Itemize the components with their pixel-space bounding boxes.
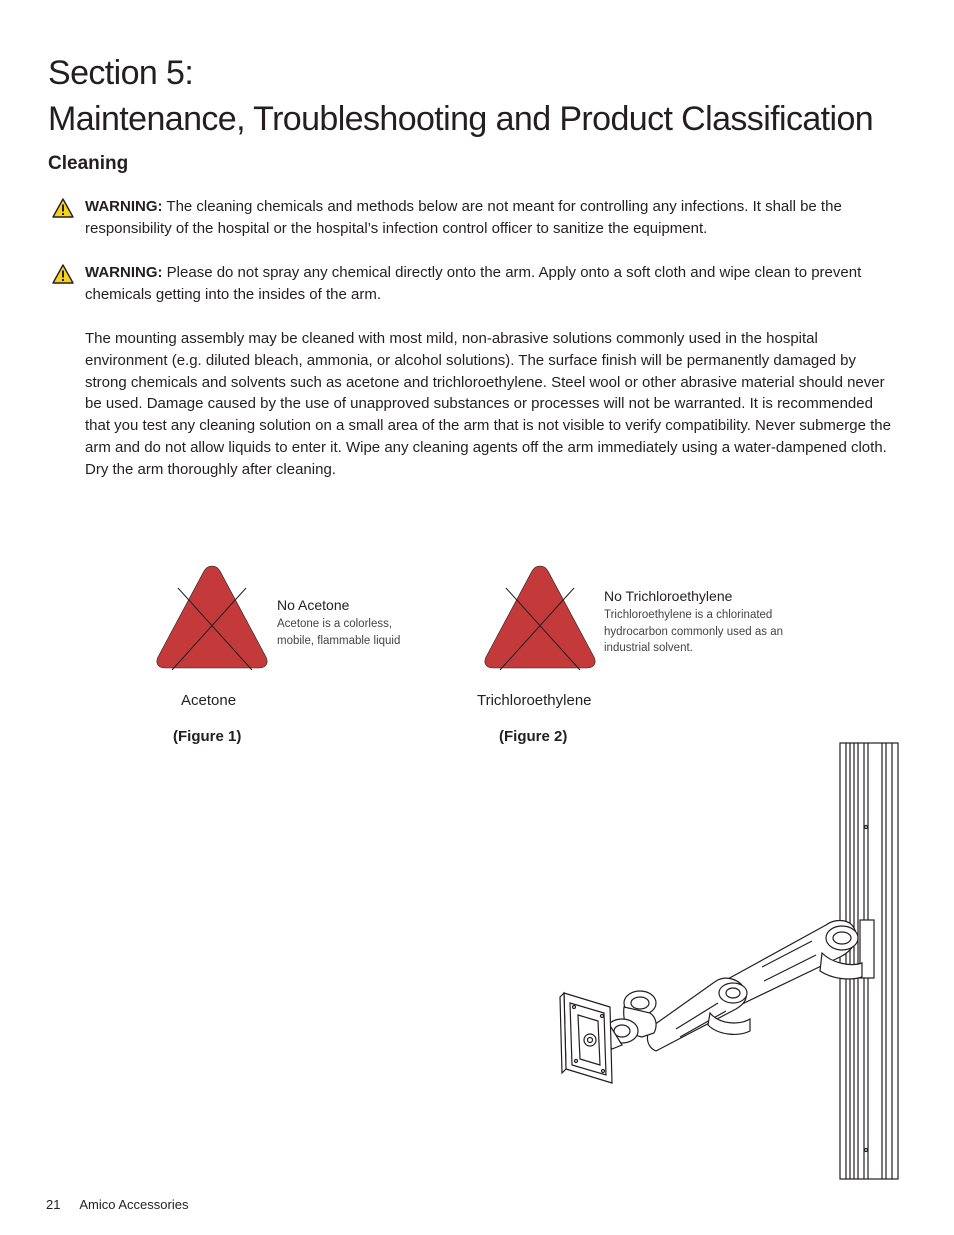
page-number: 21 [46, 1197, 61, 1212]
figure-2-caption: (Figure 2) [499, 728, 568, 745]
warning-1-label: WARNING: [85, 198, 163, 215]
warning-block-1 [52, 196, 897, 240]
prohibited-chemical-icon [150, 560, 274, 674]
footer-brand: Amico Accessories [79, 1197, 189, 1212]
warning-1-text [85, 196, 897, 240]
figure-1-note-title: No Acetone [277, 597, 350, 613]
figure-2-label: Trichloroethylene [477, 692, 592, 709]
warning-block-2 [52, 262, 897, 306]
figure-2-note-desc: Trichloroethylene is a chlorinated hydrocarbon commonly used as an industrial solvent. [604, 609, 783, 654]
monitor-arm-illustration [550, 735, 910, 1185]
warning-triangle-icon [52, 264, 74, 284]
cleaning-heading: Cleaning [48, 153, 129, 174]
warning-2-body: Please do not spray any chemical directly onto the arm. Apply onto a soft cloth and wipe clean to prevent chemicals getting into the insides of the arm. [85, 264, 862, 303]
page-footer [46, 1197, 188, 1212]
figure-1-label: Acetone [181, 692, 237, 709]
page-title [48, 50, 873, 142]
prohibited-chemical-icon [478, 560, 602, 674]
title-line-1: Section 5: [48, 54, 194, 92]
warning-2-label: WARNING: [85, 264, 163, 281]
warning-1-body: The cleaning chemicals and methods below are not meant for controlling any infections. It shall be the responsibility of the hospital or the hospital’s infection control officer to sanitize the equipment. [85, 198, 842, 237]
figure-1-note-desc: Acetone is a colorless, mobile, flammable liquid [277, 618, 401, 647]
warning-triangle-icon [52, 198, 74, 218]
figure-1-caption: (Figure 1) [173, 728, 242, 745]
figure-2-note-title: No Trichloroethylene [604, 588, 733, 604]
title-line-2: Maintenance, Troubleshooting and Product Classification [48, 100, 874, 138]
warning-2-text [85, 262, 897, 306]
cleaning-body: The mounting assembly may be cleaned with most mild, non-abrasive solutions commonly used in the hospital environment (e.g. diluted bleach, ammonia, or alcohol solutions). The surface finish will be permanently damaged by strong chemicals and solvents such as acetone and trichloroethylene. Steel wool or other abrasive material should never be used. Damage caused by the use of unapproved substances or processes will not be warranted. It is recommended that you test any cleaning solution on a small area of the arm that is not visible to verify compatibility. Never submerge the arm and do not allow liquids to enter it. Wipe any cleaning agents off the arm immediately using a water-dampened cloth. Dry the arm thoroughly after cleaning. [85, 330, 891, 478]
